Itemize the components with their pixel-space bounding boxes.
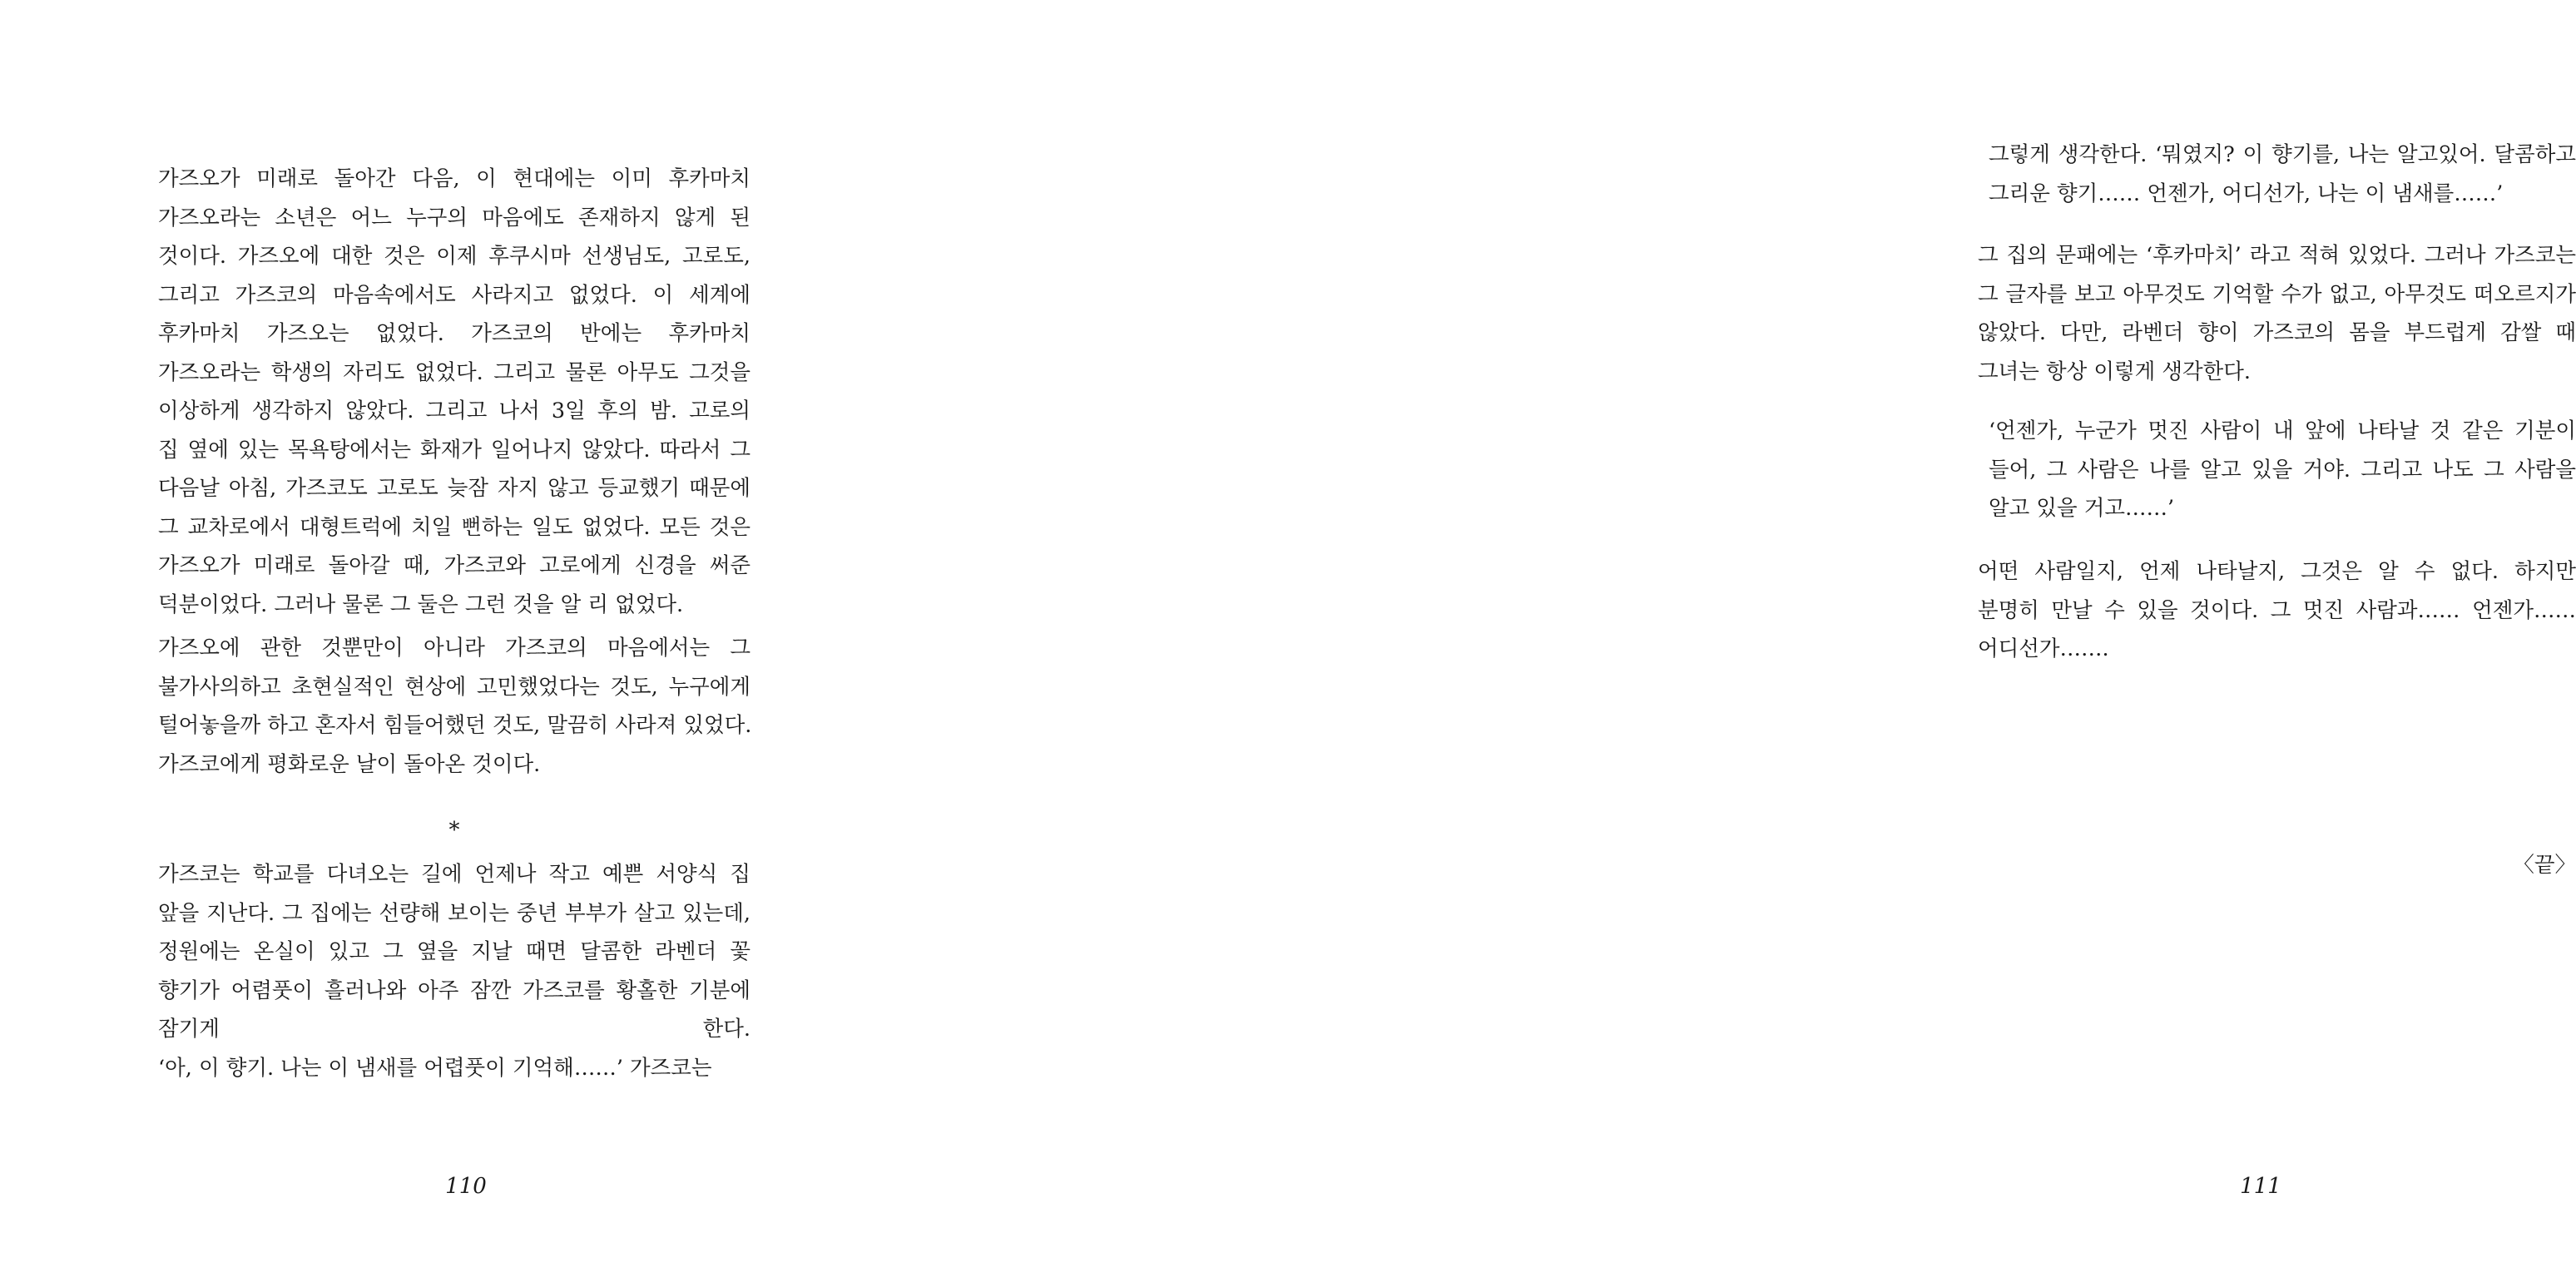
text-line: ‘언젠가, 누군가 멋진 사람이 내 앞에 나타날 것 같은 기분이	[1989, 418, 2576, 443]
text-line: 그렇게 생각한다. ‘뭐였지? 이 향기를, 나는 알고있어. 달콤하고	[1989, 142, 2576, 167]
text-line: 후카마치 가즈오는 없었다. 가즈코의 반에는 후카마치	[158, 321, 751, 346]
text-line: 분명히 만날 수 있을 것이다. 그 멋진 사람과…… 언젠가……	[1978, 597, 2576, 623]
text-line: 가즈오가 미래로 돌아간 다음, 이 현대에는 이미 후카마치	[158, 166, 751, 191]
text-line: 이상하게 생각하지 않았다. 그리고 나서 3일 후의 밤. 고로의	[158, 398, 751, 423]
left-paragraph-1	[158, 160, 751, 624]
text-line: 들어, 그 사람은 나를 알고 있을 거야. 그리고 나도 그 사람을	[1989, 457, 2576, 483]
right-quote-1	[1989, 136, 2576, 213]
text-line: 그 교차로에서 대형트럭에 치일 뻔하는 일도 없었다. 모든 것은	[158, 514, 751, 540]
right-paragraph-1	[1978, 236, 2576, 391]
text-line: 그리운 향기…… 언젠가, 어디선가, 나는 이 냄새를……’	[1989, 181, 2504, 206]
text-line: 것이다. 가즈오에 대한 것은 이제 후쿠시마 선생님도, 고로도,	[158, 244, 751, 269]
text-line: 그리고 가즈코의 마음속에서도 사라지고 없었다. 이 세계에	[158, 282, 751, 308]
text-line: 그 집의 문패에는 ‘후카마치’ 라고 적혀 있었다. 그러나 가즈코는	[1978, 243, 2576, 268]
text-line: 가즈오라는 소년은 어느 누구의 마음에도 존재하지 않게 된	[158, 205, 751, 230]
left-paragraph-2	[158, 629, 751, 784]
text-line: 털어놓을까 하고 혼자서 힘들어했던 것도, 말끔히 사라져 있었다.	[158, 713, 752, 738]
end-mark: 〈끝〉	[2513, 853, 2576, 878]
text-line: ‘아, 이 향기. 나는 이 냄새를 어렵풋이 기억해……’ 가즈코는	[158, 1055, 712, 1081]
text-line: 잠기게 한다.	[158, 1017, 751, 1042]
right-page	[904, 0, 2576, 1282]
text-line: 그녀는 항상 이렇게 생각한다.	[1978, 359, 2252, 384]
text-line: 불가사의하고 초현실적인 현상에 고민했었다는 것도, 누구에게	[158, 674, 751, 700]
scene-break: *	[448, 818, 460, 843]
page-number-left: 110	[445, 1174, 487, 1199]
right-quote-2	[1989, 412, 2576, 528]
text-line: 알고 있을 거고……’	[1989, 496, 2175, 521]
text-line: 정원에는 온실이 있고 그 옆을 지날 때면 달콤한 라벤더 꽃	[158, 939, 751, 964]
text-line: 가즈오에 관한 것뿐만이 아니라 가즈코의 마음에서는 그	[158, 636, 751, 661]
text-line: 앞을 지난다. 그 집에는 선량해 보이는 중년 부부가 살고 있는데,	[158, 900, 751, 926]
text-line: 어디선가…….	[1978, 636, 2109, 661]
text-line: 그 글자를 보고 아무것도 기억할 수가 없고, 아무것도 떠오르지가	[1978, 281, 2576, 307]
text-line: 가즈코는 학교를 다녀오는 길에 언제나 작고 예쁜 서양식 집	[158, 862, 751, 887]
text-line: 다음날 아침, 가즈코도 고로도 늦잠 자지 않고 등교했기 때문에	[158, 476, 751, 501]
left-page	[0, 0, 904, 1282]
text-line: 가즈코에게 평화로운 날이 돌아온 것이다.	[158, 751, 541, 777]
left-paragraph-3	[158, 855, 751, 1087]
text-line: 집 옆에 있는 목욕탕에서는 화재가 일어나지 않았다. 따라서 그	[158, 437, 751, 463]
text-line: 덕분이었다. 그러나 물론 그 둘은 그런 것을 알 리 없었다.	[158, 592, 684, 617]
text-line: 향기가 어렴풋이 흘러나와 아주 잠깐 가즈코를 황홀한 기분에	[158, 978, 751, 1003]
page-number-right: 111	[2240, 1174, 2281, 1199]
text-line: 어떤 사람일지, 언제 나타날지, 그것은 알 수 없다. 하지만	[1978, 559, 2576, 584]
text-line: 않았다. 다만, 라벤더 향이 가즈코의 몸을 부드럽게 감쌀 때	[1978, 320, 2576, 345]
text-line: 가즈오라는 학생의 자리도 없었다. 그리고 물론 아무도 그것을	[158, 359, 751, 385]
right-paragraph-2	[1978, 552, 2576, 669]
text-line: 가즈오가 미래로 돌아갈 때, 가즈코와 고로에게 신경을 써준	[158, 553, 751, 578]
